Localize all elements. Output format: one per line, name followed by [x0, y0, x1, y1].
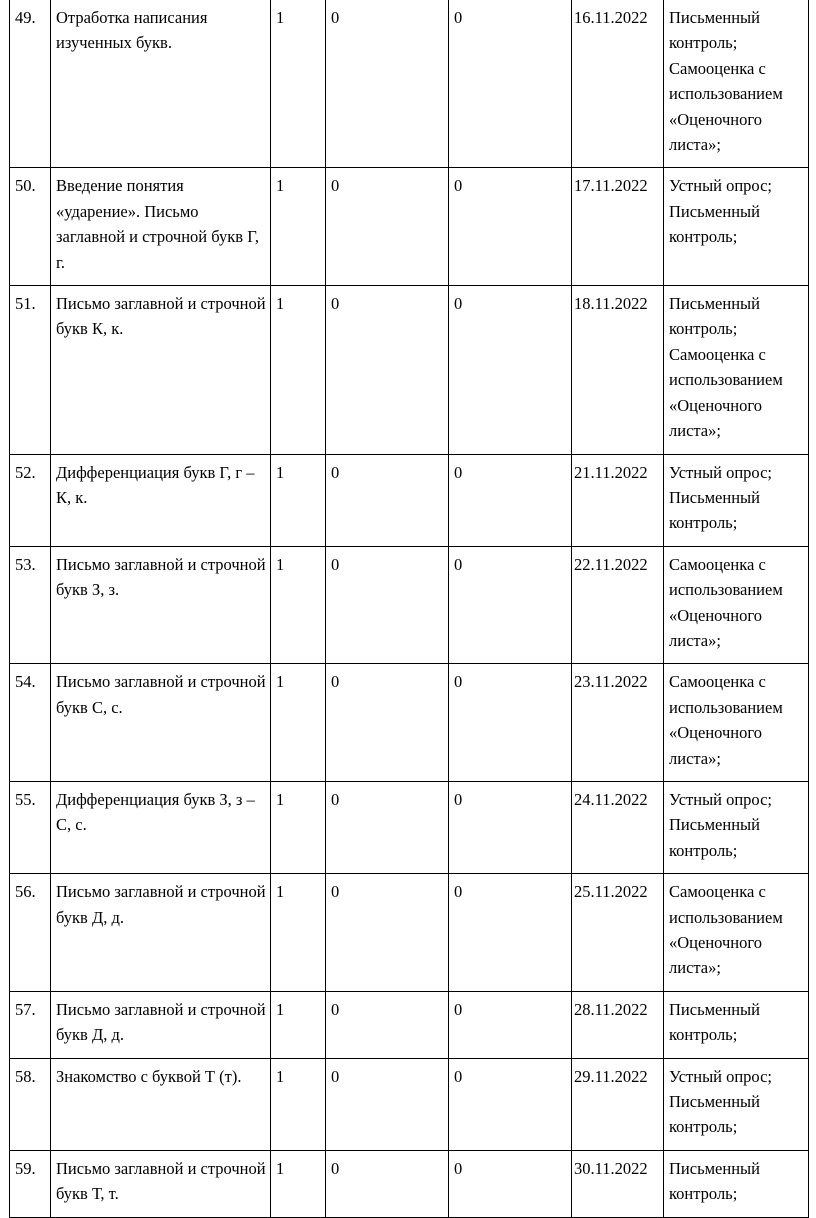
hours-col-a: 0: [326, 286, 449, 454]
hours-col-a: 0: [326, 1058, 449, 1150]
table-row: [10, 781, 809, 873]
lesson-number: 55.: [10, 781, 51, 873]
lesson-topic: Письмо заглавной и строчной букв Д, д.: [51, 874, 271, 992]
total-hours: 1: [271, 1150, 326, 1217]
hours-col-a: 0: [326, 0, 449, 168]
control-form: Самооценка с использованием «Оценочного листа»;: [664, 546, 809, 664]
lesson-topic: Письмо заглавной и строчной букв К, к.: [51, 286, 271, 454]
lesson-date: 23.11.2022: [572, 664, 664, 782]
lesson-date: 17.11.2022: [572, 168, 664, 286]
lesson-topic: Знакомство с буквой Т (т).: [51, 1058, 271, 1150]
hours-col-b: 0: [449, 454, 572, 546]
total-hours: 1: [271, 546, 326, 664]
lesson-number: 54.: [10, 664, 51, 782]
lesson-number: 56.: [10, 874, 51, 992]
lesson-number: 51.: [10, 286, 51, 454]
hours-col-b: 0: [449, 1150, 572, 1217]
table-row: [10, 454, 809, 546]
control-form: Устный опрос; Письменный контроль;: [664, 168, 809, 286]
table-row: [10, 0, 809, 168]
lesson-date: 18.11.2022: [572, 286, 664, 454]
hours-col-a: 0: [326, 874, 449, 992]
hours-col-a: 0: [326, 781, 449, 873]
control-form: Устный опрос; Письменный контроль;: [664, 454, 809, 546]
lesson-number: 57.: [10, 991, 51, 1058]
hours-col-b: 0: [449, 286, 572, 454]
lesson-plan-table: [9, 0, 809, 1218]
hours-col-a: 0: [326, 546, 449, 664]
table-row: [10, 286, 809, 454]
total-hours: 1: [271, 781, 326, 873]
lesson-topic: Дифференциация букв З, з – С, с.: [51, 781, 271, 873]
lesson-number: 52.: [10, 454, 51, 546]
hours-col-a: 0: [326, 168, 449, 286]
lesson-topic: Введение понятия «ударение». Письмо заглавной и строчной букв Г, г.: [51, 168, 271, 286]
total-hours: 1: [271, 664, 326, 782]
table-row: [10, 168, 809, 286]
control-form: Самооценка с использованием «Оценочного листа»;: [664, 874, 809, 992]
lesson-date: 29.11.2022: [572, 1058, 664, 1150]
table-row: [10, 664, 809, 782]
lesson-date: 16.11.2022: [572, 0, 664, 168]
total-hours: 1: [271, 0, 326, 168]
hours-col-b: 0: [449, 991, 572, 1058]
lesson-number: 58.: [10, 1058, 51, 1150]
hours-col-b: 0: [449, 781, 572, 873]
lesson-number: 49.: [10, 0, 51, 168]
table-row: [10, 1150, 809, 1217]
hours-col-b: 0: [449, 0, 572, 168]
hours-col-b: 0: [449, 168, 572, 286]
hours-col-a: 0: [326, 664, 449, 782]
table-row: [10, 546, 809, 664]
lesson-number: 53.: [10, 546, 51, 664]
lesson-number: 50.: [10, 168, 51, 286]
lesson-date: 21.11.2022: [572, 454, 664, 546]
total-hours: 1: [271, 874, 326, 992]
hours-col-b: 0: [449, 1058, 572, 1150]
hours-col-b: 0: [449, 546, 572, 664]
hours-col-a: 0: [326, 991, 449, 1058]
table-row: [10, 874, 809, 992]
total-hours: 1: [271, 286, 326, 454]
table-row: [10, 991, 809, 1058]
hours-col-a: 0: [326, 1150, 449, 1217]
lesson-topic: Письмо заглавной и строчной букв С, с.: [51, 664, 271, 782]
lesson-date: 25.11.2022: [572, 874, 664, 992]
control-form: Устный опрос; Письменный контроль;: [664, 1058, 809, 1150]
lesson-date: 22.11.2022: [572, 546, 664, 664]
control-form: Письменный контроль; Самооценка с использованием «Оценочного листа»;: [664, 286, 809, 454]
total-hours: 1: [271, 991, 326, 1058]
lesson-topic: Отработка написания изученных букв.: [51, 0, 271, 168]
hours-col-b: 0: [449, 874, 572, 992]
total-hours: 1: [271, 1058, 326, 1150]
lesson-topic: Дифференциация букв Г, г – К, к.: [51, 454, 271, 546]
control-form: Письменный контроль;: [664, 1150, 809, 1217]
lesson-number: 59.: [10, 1150, 51, 1217]
total-hours: 1: [271, 168, 326, 286]
lesson-topic: Письмо заглавной и строчной букв Т, т.: [51, 1150, 271, 1217]
control-form: Устный опрос; Письменный контроль;: [664, 781, 809, 873]
lesson-date: 24.11.2022: [572, 781, 664, 873]
lesson-date: 30.11.2022: [572, 1150, 664, 1217]
table-row: [10, 1058, 809, 1150]
hours-col-b: 0: [449, 664, 572, 782]
total-hours: 1: [271, 454, 326, 546]
lesson-date: 28.11.2022: [572, 991, 664, 1058]
hours-col-a: 0: [326, 454, 449, 546]
control-form: Письменный контроль;: [664, 991, 809, 1058]
control-form: Самооценка с использованием «Оценочного листа»;: [664, 664, 809, 782]
lesson-topic: Письмо заглавной и строчной букв З, з.: [51, 546, 271, 664]
control-form: Письменный контроль; Самооценка с использованием «Оценочного листа»;: [664, 0, 809, 168]
lesson-topic: Письмо заглавной и строчной букв Д, д.: [51, 991, 271, 1058]
